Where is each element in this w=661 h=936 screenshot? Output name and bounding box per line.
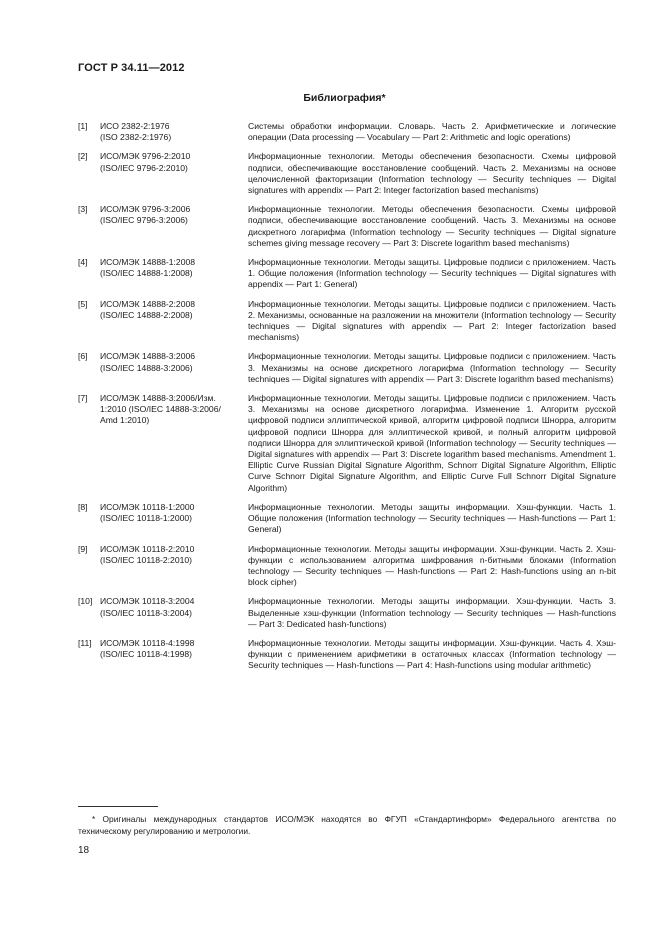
reference-code: ИСО/МЭК 10118-2:2010 (ISO/IEC 10118-2:2010) <box>100 543 195 565</box>
reference-code: ИСО 2382-2:1976 (ISO 2382-2:1976) <box>100 121 172 143</box>
reference-item <box>78 121 616 143</box>
document-header: ГОСТ Р 34.11—2012 <box>78 62 185 74</box>
reference-item <box>78 393 616 494</box>
reference-number: [11] <box>78 637 92 648</box>
reference-description: Системы обработки информации. Словарь. Часть 2. Арифметические и логические операции (Data processing — Vocabulary — Part 2: Arithmetic and logic operations) <box>248 121 616 143</box>
reference-item <box>78 544 616 589</box>
reference-number: [10] <box>78 596 93 607</box>
reference-description: Информационные технологии. Методы защиты. Цифровые подписи с приложением. Часть 3. Механизмы на основе дискретного логарифма. Изменение 1. Алгоритм русской цифровой подписи эллиптической кривой, алгоритм цифровой подписи Шнорра, алгоритм цифровой подписи Шнорра для эллиптической кривой, и полный алгоритм цифровой подписи Шнорра для эллиптической кривой (Information technology — Security techniques — Digital signatures with appendix — Part 3: Discrete logarithm based mechanisms. Amendment 1. Elliptic Curve Russian Digital Signature Algorithm, Schnorr Digital Signature Algorithm, Elliptic Curve Schnorr Digital Signature Algorithm, and Elliptic Curve Full Schnorr Digital Signature Algorithm) <box>248 393 616 493</box>
reference-number: [4] <box>78 257 88 268</box>
bibliography-title: Библиография* <box>303 92 386 104</box>
reference-item <box>78 502 616 536</box>
reference-description: Информационные технологии. Методы защиты информации. Хэш-функции. Часть 1. Общие положения (Information technology — Security techniques — Hash-functions — Part 1: General) <box>248 501 616 535</box>
reference-number: [9] <box>78 543 88 554</box>
reference-list <box>78 121 616 680</box>
reference-item <box>78 638 616 672</box>
reference-number: [2] <box>78 151 88 162</box>
reference-code: ИСО/МЭК 14888-3:2006/Изм. 1:2010 (ISO/IEC 14888-3:2006/ Amd 1:2010) <box>100 393 221 426</box>
reference-code: ИСО/МЭК 10118-4:1998 (ISO/IEC 10118-4:1998) <box>100 637 195 660</box>
reference-item <box>78 351 616 385</box>
reference-number: [7] <box>78 393 88 404</box>
reference-number: [5] <box>78 298 88 309</box>
reference-number: [8] <box>78 501 88 512</box>
reference-code: ИСО/МЭК 14888-1:2008 (ISO/IEC 14888-1:2008) <box>100 257 196 279</box>
reference-item <box>78 299 616 344</box>
reference-code: ИСО/МЭК 9796-3:2006 (ISO/IEC 9796-3:2006) <box>100 204 191 226</box>
footnote-divider <box>78 806 158 807</box>
footnote: * Оригиналы международных стандартов ИСО/МЭК находятся во ФГУП «Стандартинформ» Федерального агентства по техническому регулированию и метрологии. <box>78 814 616 836</box>
reference-description: Информационные технологии. Методы защиты информации. Хэш-функции. Часть 4. Хэш-функции с применением арифметики в остаточных классах (Information technology — Security techniques — Hash-functions — Part 4: Hash-functions using modular arithmetic) <box>248 637 616 671</box>
reference-code: ИСО/МЭК 14888-3:2006 (ISO/IEC 14888-3:2006) <box>100 351 196 373</box>
reference-code: ИСО/МЭК 14888-2:2008 (ISO/IEC 14888-2:2008) <box>100 298 196 320</box>
reference-description: Информационные технологии. Методы защиты. Цифровые подписи с приложением. Часть 2. Механизмы, основанные на разложении на множители (Information technology — Security techniques — Digital signatures with appendix — Part 2: Integer factorization based mechanisms) <box>248 298 616 343</box>
reference-description: Информационные технологии. Методы обеспечения безопасности. Схемы цифровой подписи, обеспечивающие восстановление сообщений. Часть 3. Механизмы на основе дискретного логарифма (Information technology — Security techniques — Digital signature schemes giving message recovery — Part 3: Discrete logarithm based mechanisms) <box>248 204 616 248</box>
reference-number: [3] <box>78 204 88 215</box>
reference-description: Информационные технологии. Методы обеспечения безопасности. Схемы цифровой подписи, обеспечивающие восстановление сообщений. Часть 2. Механизмы на основе целочисленной факторизации (Information technology — Security techniques — Digital signatures with appendix — Part 2: Integer factorization based mechanisms) <box>248 151 616 196</box>
reference-code: ИСО/МЭК 10118-3:2004 (ISO/IEC 10118-3:2004) <box>100 596 195 618</box>
reference-code: ИСО/МЭК 10118-1:2000 (ISO/IEC 10118-1:2000) <box>100 501 195 524</box>
reference-item <box>78 204 616 249</box>
reference-number: [1] <box>78 121 88 131</box>
reference-description: Информационные технологии. Методы защиты. Цифровые подписи с приложением. Часть 1. Общие положения (Information technology — Security techniques — Digital signatures with appendix — Part 1: General) <box>248 257 616 290</box>
reference-item <box>78 151 616 196</box>
reference-description: Информационные технологии. Методы защиты информации. Хэш-функции. Часть 3. Выделенные хэш-функции (Information technology — Security techniques — Hash-functions — Part 3: Dedicated hash-functions) <box>248 596 616 629</box>
reference-description: Информационные технологии. Методы защиты информации. Хэш-функции. Часть 2. Хэш-функции с использованием алгоритма шифрования n-битными блоками (Information technology — Security techniques — Hash-functions — Part 2: Hash-functions using an n-bit block cipher) <box>248 543 616 588</box>
page-number: 18 <box>78 845 90 856</box>
reference-number: [6] <box>78 351 88 362</box>
reference-code: ИСО/МЭК 9796-2:2010 (ISO/IEC 9796-2:2010) <box>100 151 191 173</box>
reference-item <box>78 257 616 291</box>
reference-description: Информационные технологии. Методы защиты. Цифровые подписи с приложением. Часть 3. Механизмы на основе дискретного логарифма (Information technology — Security techniques — Digital signatures with appendix — Part 3: Discrete logarithm based mechanisms) <box>248 351 616 384</box>
reference-item <box>78 596 616 630</box>
